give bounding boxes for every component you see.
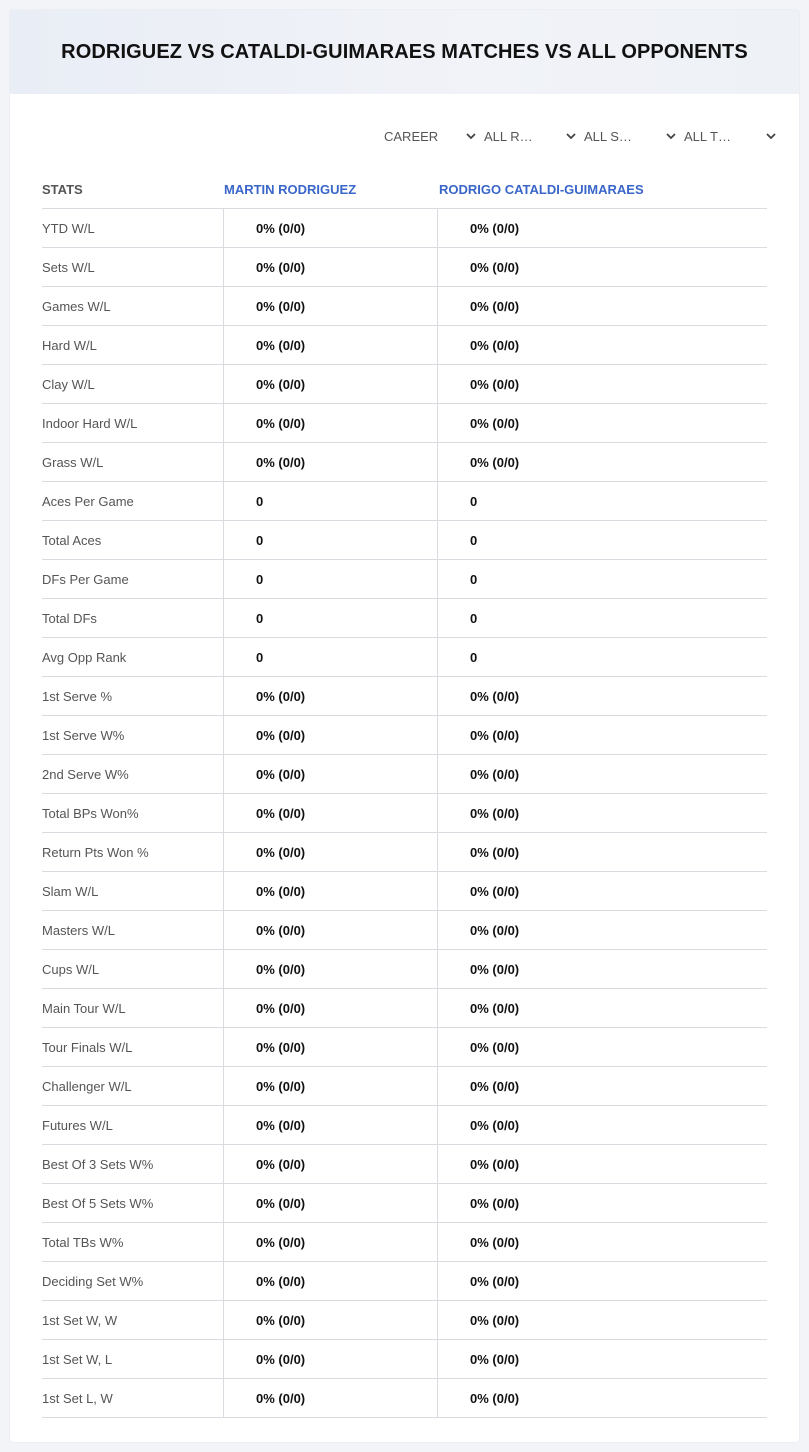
player-1-value: 0% (0/0) — [224, 287, 438, 325]
table-row — [42, 638, 767, 677]
player-2-value: 0% (0/0) — [470, 727, 520, 743]
table-row — [42, 677, 767, 716]
player-2-value: 0% (0/0) — [470, 259, 520, 275]
stats-table-body — [42, 209, 767, 1418]
stat-label: DFs Per Game — [42, 560, 224, 598]
stat-label: Aces Per Game — [42, 482, 224, 520]
stat-label: Masters W/L — [42, 911, 224, 949]
player-2-value: 0% (0/0) — [470, 1234, 520, 1250]
stat-label: YTD W/L — [42, 209, 224, 247]
table-row — [42, 1379, 767, 1418]
stat-label: 1st Serve W% — [42, 716, 224, 754]
filter-period-label: CAREER — [384, 128, 439, 144]
player-1-value: 0 — [224, 599, 438, 637]
filter-round-label: ALL R… — [484, 128, 533, 144]
stat-label: Grass W/L — [42, 443, 224, 481]
player-2-value: 0% (0/0) — [470, 298, 520, 314]
player-2-value: 0% (0/0) — [470, 1351, 520, 1367]
stat-label: Total DFs — [42, 599, 224, 637]
stat-label: Challenger W/L — [42, 1067, 224, 1105]
player-2-value: 0% (0/0) — [470, 688, 520, 704]
table-row — [42, 209, 767, 248]
stat-label: 2nd Serve W% — [42, 755, 224, 793]
player-2-value: 0% (0/0) — [470, 1156, 520, 1172]
player-1-value: 0% (0/0) — [224, 1184, 438, 1222]
filter-tournament-label: ALL T… — [684, 128, 731, 144]
player-2-value: 0% (0/0) — [470, 961, 520, 977]
player-1-value: 0% (0/0) — [224, 677, 438, 715]
player-1-value: 0% (0/0) — [224, 833, 438, 871]
table-row — [42, 1145, 767, 1184]
player-1-value: 0 — [224, 482, 438, 520]
table-header — [42, 170, 767, 209]
table-row — [42, 716, 767, 755]
stat-label: Total BPs Won% — [42, 794, 224, 832]
player-1-value: 0% (0/0) — [224, 989, 438, 1027]
player-2-value: 0% (0/0) — [470, 1039, 520, 1055]
player-1-value: 0% (0/0) — [224, 755, 438, 793]
player-2-value: 0% (0/0) — [470, 1273, 520, 1289]
stat-label: Sets W/L — [42, 248, 224, 286]
table-row — [42, 911, 767, 950]
player-1-value: 0% (0/0) — [224, 326, 438, 364]
stat-label: Return Pts Won % — [42, 833, 224, 871]
filter-round-select[interactable] — [484, 124, 584, 148]
player-2-value: 0 — [470, 610, 478, 626]
chevron-down-icon — [466, 131, 476, 141]
stat-label: 1st Set L, W — [42, 1379, 224, 1417]
table-row — [42, 1223, 767, 1262]
table-row — [42, 521, 767, 560]
stats-card — [10, 10, 799, 1442]
player-1-value: 0% (0/0) — [224, 365, 438, 403]
player-1-value: 0% (0/0) — [224, 1340, 438, 1378]
player-2-value: 0% (0/0) — [470, 415, 520, 431]
stat-label: Cups W/L — [42, 950, 224, 988]
header-player-1-link[interactable]: MARTIN RODRIGUEZ — [224, 181, 357, 197]
stat-label: Hard W/L — [42, 326, 224, 364]
player-2-value: 0% (0/0) — [470, 337, 520, 353]
stat-label: 1st Set W, L — [42, 1340, 224, 1378]
table-row — [42, 287, 767, 326]
stat-label: Total TBs W% — [42, 1223, 224, 1261]
stat-label: 1st Set W, W — [42, 1301, 224, 1339]
player-2-value: 0% (0/0) — [470, 922, 520, 938]
filter-surface-label: ALL S… — [584, 128, 632, 144]
player-1-value: 0% (0/0) — [224, 1145, 438, 1183]
player-1-value: 0% (0/0) — [224, 1223, 438, 1261]
player-1-value: 0 — [224, 521, 438, 559]
page-title: RODRIGUEZ VS CATALDI-GUIMARAES MATCHES VS ALL OPPONENTS — [61, 40, 748, 63]
player-2-value: 0% (0/0) — [470, 1195, 520, 1211]
player-2-value: 0 — [470, 532, 478, 548]
table-row — [42, 248, 767, 287]
chevron-down-icon — [766, 131, 776, 141]
table-row — [42, 1340, 767, 1379]
player-1-value: 0% (0/0) — [224, 1262, 438, 1300]
table-row — [42, 482, 767, 521]
stat-label: Slam W/L — [42, 872, 224, 910]
player-2-value: 0% (0/0) — [470, 1390, 520, 1406]
page-header — [10, 10, 799, 94]
stat-label: Futures W/L — [42, 1106, 224, 1144]
table-row — [42, 599, 767, 638]
table-row — [42, 1067, 767, 1106]
stat-label: Indoor Hard W/L — [42, 404, 224, 442]
player-2-value: 0% (0/0) — [470, 1000, 520, 1016]
player-1-value: 0% (0/0) — [224, 950, 438, 988]
filter-period-select[interactable] — [384, 124, 484, 148]
player-2-value: 0% (0/0) — [470, 883, 520, 899]
stat-label: Games W/L — [42, 287, 224, 325]
player-1-value: 0% (0/0) — [224, 1028, 438, 1066]
stat-label: 1st Serve % — [42, 677, 224, 715]
player-2-value: 0% (0/0) — [470, 376, 520, 392]
player-2-value: 0 — [470, 571, 478, 587]
stat-label: Best Of 3 Sets W% — [42, 1145, 224, 1183]
table-row — [42, 443, 767, 482]
stat-label: Avg Opp Rank — [42, 638, 224, 676]
table-row — [42, 1184, 767, 1223]
header-stats: STATS — [42, 181, 83, 197]
player-1-value: 0% (0/0) — [224, 794, 438, 832]
player-2-value: 0% (0/0) — [470, 1312, 520, 1328]
player-2-value: 0% (0/0) — [470, 454, 520, 470]
player-1-value: 0% (0/0) — [224, 248, 438, 286]
player-1-value: 0% (0/0) — [224, 1106, 438, 1144]
player-1-value: 0% (0/0) — [224, 872, 438, 910]
table-row — [42, 560, 767, 599]
table-row — [42, 833, 767, 872]
player-1-value: 0% (0/0) — [224, 1301, 438, 1339]
player-1-value: 0% (0/0) — [224, 443, 438, 481]
player-1-value: 0% (0/0) — [224, 1379, 438, 1417]
filter-bar — [384, 124, 784, 148]
stat-label: Clay W/L — [42, 365, 224, 403]
stat-label: Tour Finals W/L — [42, 1028, 224, 1066]
player-1-value: 0% (0/0) — [224, 404, 438, 442]
filter-tournament-select[interactable] — [684, 124, 784, 148]
player-2-value: 0% (0/0) — [470, 1078, 520, 1094]
filter-surface-select[interactable] — [584, 124, 684, 148]
table-row — [42, 1301, 767, 1340]
player-2-value: 0% (0/0) — [470, 1117, 520, 1133]
table-row — [42, 326, 767, 365]
player-1-value: 0% (0/0) — [224, 911, 438, 949]
table-row — [42, 365, 767, 404]
table-row — [42, 794, 767, 833]
header-player-2-link[interactable]: RODRIGO CATALDI-GUIMARAES — [439, 181, 644, 197]
stat-label: Total Aces — [42, 521, 224, 559]
player-2-value: 0% (0/0) — [470, 220, 520, 236]
chevron-down-icon — [666, 131, 676, 141]
stat-label: Deciding Set W% — [42, 1262, 224, 1300]
table-row — [42, 872, 767, 911]
player-2-value: 0 — [470, 493, 478, 509]
chevron-down-icon — [566, 131, 576, 141]
table-row — [42, 1262, 767, 1301]
table-row — [42, 950, 767, 989]
player-1-value: 0% (0/0) — [224, 716, 438, 754]
player-1-value: 0 — [224, 560, 438, 598]
stat-label: Main Tour W/L — [42, 989, 224, 1027]
table-row — [42, 755, 767, 794]
player-1-value: 0 — [224, 638, 438, 676]
table-row — [42, 1106, 767, 1145]
player-2-value: 0% (0/0) — [470, 844, 520, 860]
player-2-value: 0% (0/0) — [470, 766, 520, 782]
table-row — [42, 989, 767, 1028]
table-row — [42, 404, 767, 443]
player-1-value: 0% (0/0) — [224, 209, 438, 247]
player-2-value: 0% (0/0) — [470, 805, 520, 821]
stat-label: Best Of 5 Sets W% — [42, 1184, 224, 1222]
player-2-value: 0 — [470, 649, 478, 665]
player-1-value: 0% (0/0) — [224, 1067, 438, 1105]
table-row — [42, 1028, 767, 1067]
